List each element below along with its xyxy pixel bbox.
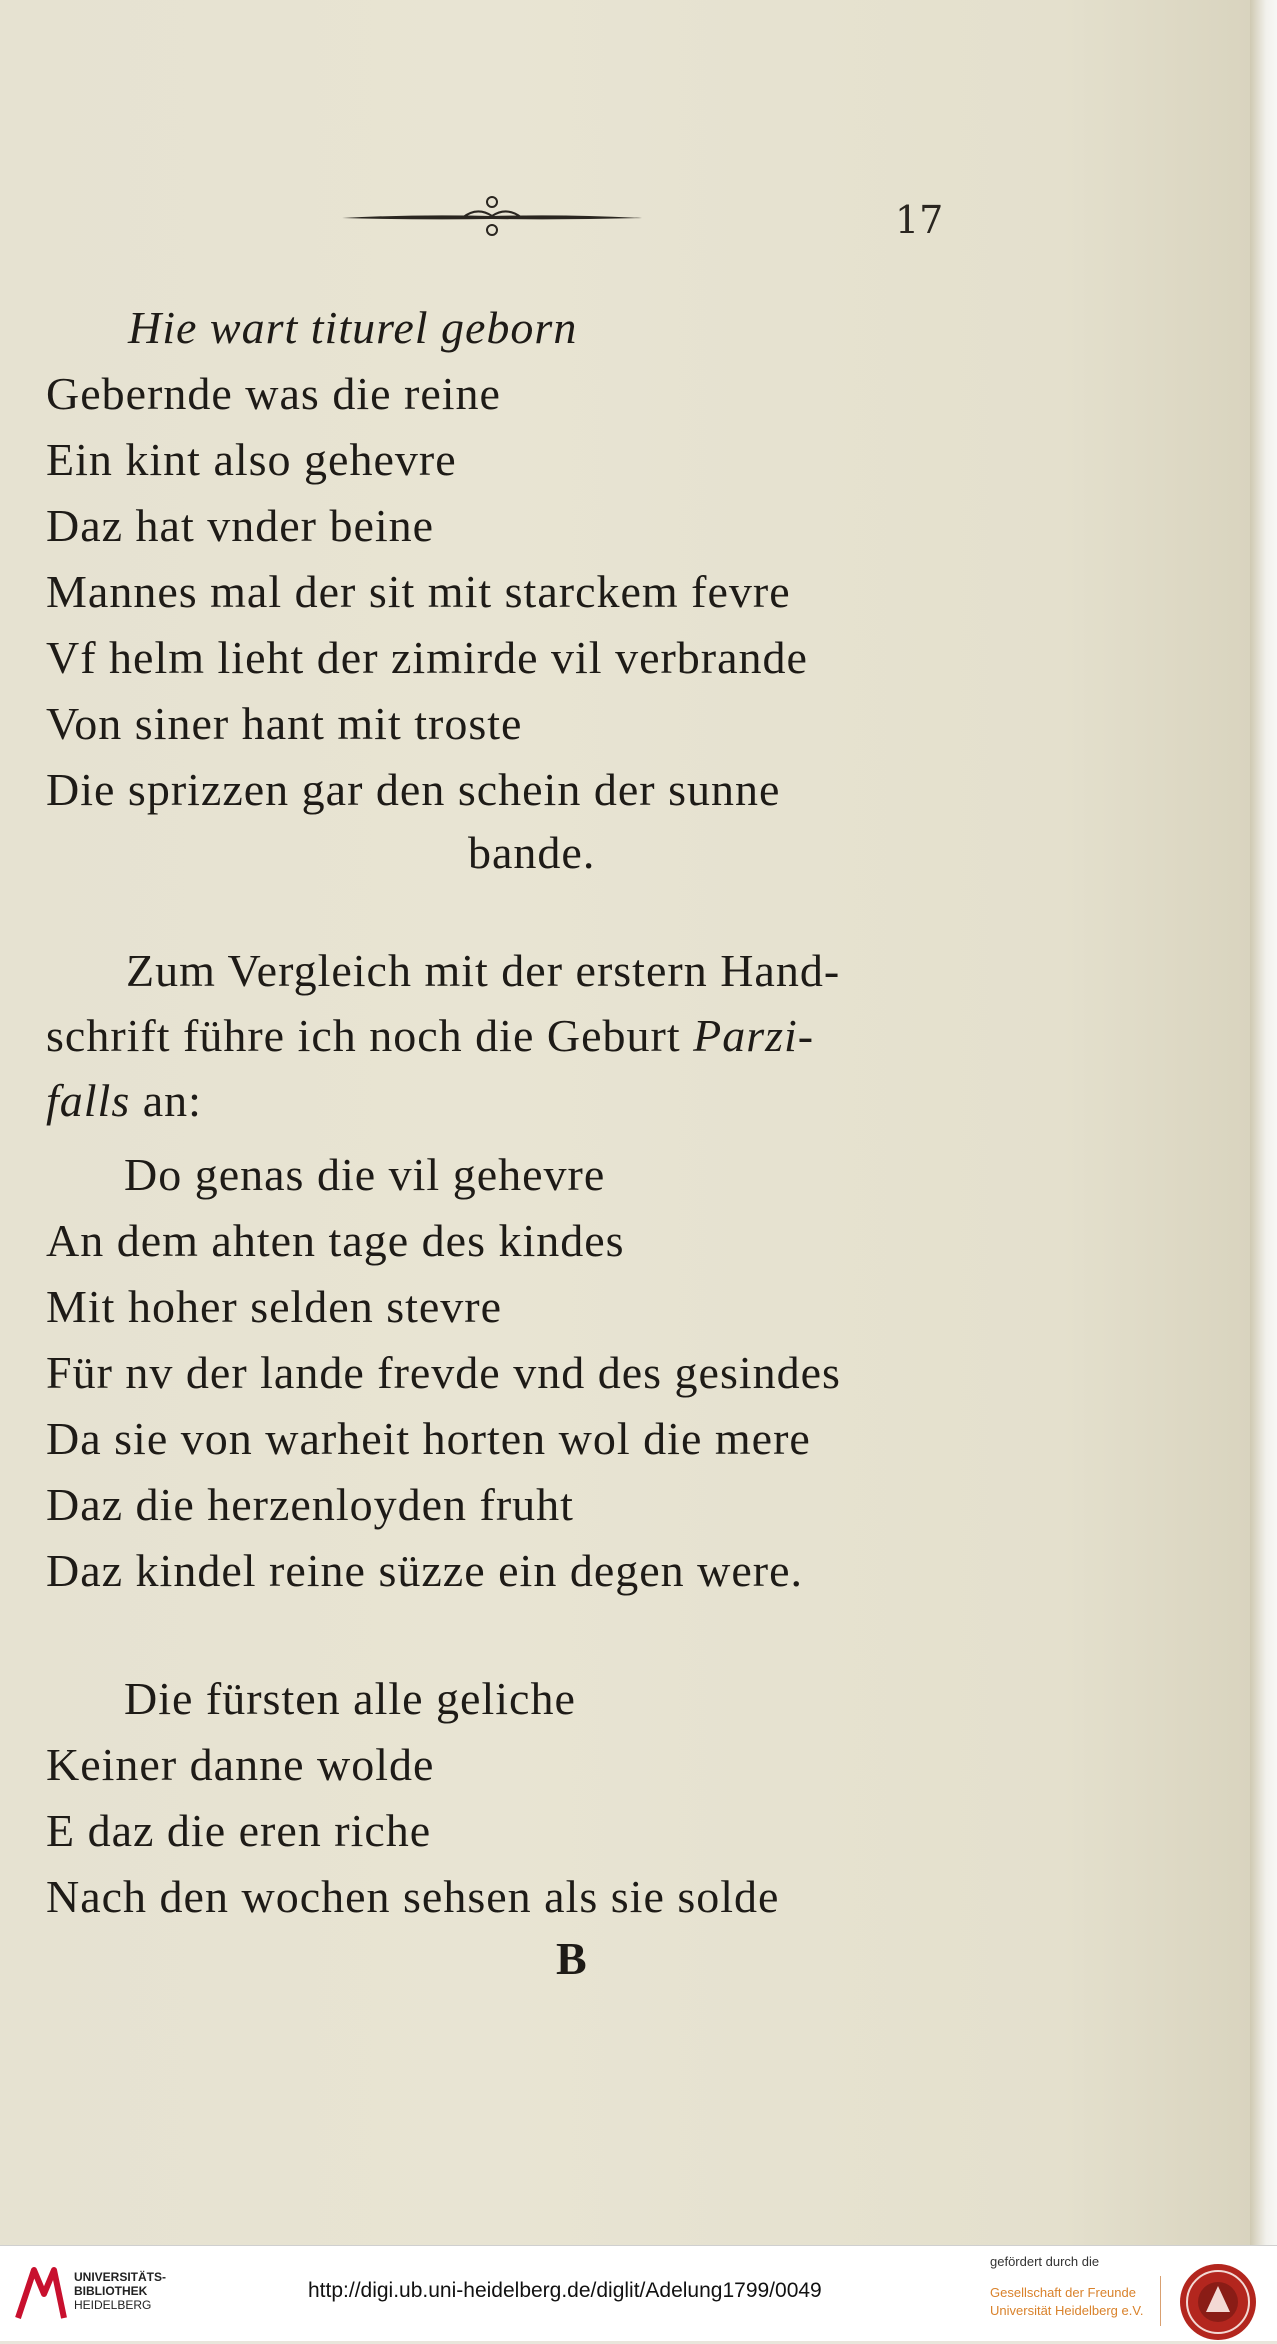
footer-bar <box>0 2245 1277 2341</box>
divider <box>1160 2276 1161 2326</box>
poem-line: Daz hat vnder beine <box>46 500 435 551</box>
prose-line: Zum Vergleich mit der erstern Hand- <box>126 945 841 996</box>
page-number: 17 <box>895 198 944 242</box>
poem-line: bande. <box>468 827 596 878</box>
poem-line: Gebernde was die reine <box>46 368 501 419</box>
poem-line: Mannes mal der sit mit starckem fevre <box>46 566 791 617</box>
prose-line: falls an: <box>46 1075 202 1126</box>
university-seal-icon <box>1176 2260 1260 2344</box>
poem-line: Ein kint also gehevre <box>46 434 457 485</box>
prose-line: schrift führe ich noch die Geburt Parzi- <box>46 1010 815 1061</box>
signature-mark: B <box>556 1933 588 1984</box>
university-library-logo-icon <box>14 2264 68 2322</box>
poem-line: Vf helm lieht der zimirde vil verbrande <box>46 632 808 683</box>
poem-line: Von siner hant mit troste <box>46 698 523 749</box>
poem-line: E daz die eren riche <box>46 1805 432 1856</box>
poem-line: Für nv der lande frevde vnd des gesindes <box>46 1347 841 1398</box>
poem-line: Keiner danne wolde <box>46 1739 435 1790</box>
poem-line: Hie wart titurel geborn <box>128 302 578 353</box>
poem-line: Die fürsten alle geliche <box>124 1673 576 1724</box>
poem-line: Die sprizzen gar den schein der sunne <box>46 764 781 815</box>
society-name: Gesellschaft der Freunde Universität Heidelberg e.V. <box>990 2285 1144 2318</box>
poem-line: Da sie von warheit horten wol die mere <box>46 1413 811 1464</box>
page-edge <box>1250 0 1277 2245</box>
poem-line: Mit hoher selden stevre <box>46 1281 503 1332</box>
funded-by-label: gefördert durch die <box>990 2254 1100 2269</box>
poem-line: Daz kindel reine süzze ein degen were. <box>46 1545 804 1596</box>
poem-line: Nach den wochen sehsen als sie solde <box>46 1871 780 1922</box>
permalink-url[interactable]: http://digi.ub.uni-heidelberg.de/diglit/Adelung1799/0049 <box>308 2279 822 2302</box>
poem-line: An dem ahten tage des kindes <box>46 1215 625 1266</box>
poem-line: Do genas die vil gehevre <box>124 1149 606 1200</box>
poem-line: Daz die herzenloyden fruht <box>46 1479 574 1530</box>
library-name: UNIVERSITÄTS- BIBLIOTHEK HEIDELBERG <box>74 2270 167 2312</box>
ornament-rule-icon <box>342 192 642 240</box>
